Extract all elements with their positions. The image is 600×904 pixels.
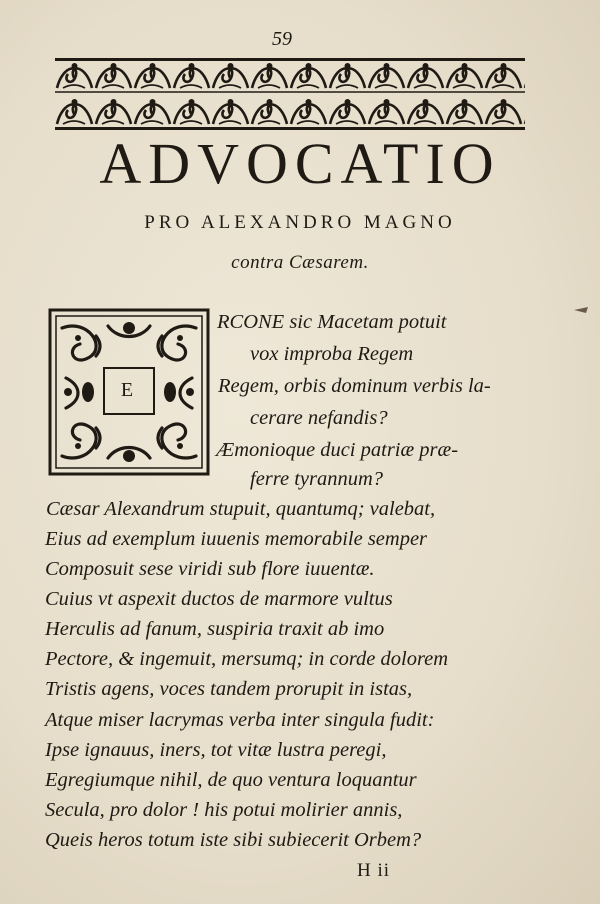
subtitle-italic: contra Cæsarem. — [231, 252, 369, 273]
verse-line: Ipse ignauus, iners, tot vitæ lustra peregi, — [45, 739, 387, 761]
verse-line: Atque miser lacrymas verba inter singula fudit: — [45, 709, 435, 731]
verse-line: Pectore, & ingemuit, mersumq; in corde dolorem — [45, 648, 449, 670]
ornamental-headpiece — [55, 58, 525, 130]
verse-line: Regem, orbis dominum verbis la- — [218, 375, 491, 397]
verse-line: Eius ad exemplum iuuenis memorabile semper — [45, 528, 428, 550]
verse-line: cerare nefandis? — [250, 407, 388, 429]
page-title: ADVOCATIO — [99, 131, 501, 196]
verse-line: Herculis ad fanum, suspiria traxit ab imo — [45, 618, 385, 640]
verse-line: Secula, pro dolor ! his potui molirier annis, — [45, 799, 403, 821]
verse-line: Cuius vt aspexit ductos de marmore vultus — [45, 588, 393, 610]
verse-line: Queis heros totum iste sibi subiecerit Orbem? — [45, 829, 422, 851]
verse-line: Æmonioque duci patriæ præ- — [216, 439, 459, 461]
verse-line: Egregiumque nihil, de quo ventura loquantur — [45, 769, 417, 791]
ink-blot — [574, 306, 588, 314]
page-number: 59 — [272, 28, 292, 50]
subtitle: PRO ALEXANDRO MAGNO — [144, 212, 456, 233]
verse-line: Composuit sese viridi sub flore iuuentæ. — [45, 558, 375, 580]
verse-line: RCONE sic Macetam potuit — [217, 311, 447, 333]
signature-mark: H ii — [357, 860, 391, 881]
initial-letter: E — [120, 379, 134, 401]
verse-line: vox improba Regem — [250, 343, 414, 365]
verse-line: ferre tyrannum? — [250, 468, 384, 490]
verse-line: Cæsar Alexandrum stupuit, quantumq; valebat, — [46, 498, 436, 520]
verse-line: Tristis agens, voces tandem prorupit in istas, — [45, 678, 413, 700]
